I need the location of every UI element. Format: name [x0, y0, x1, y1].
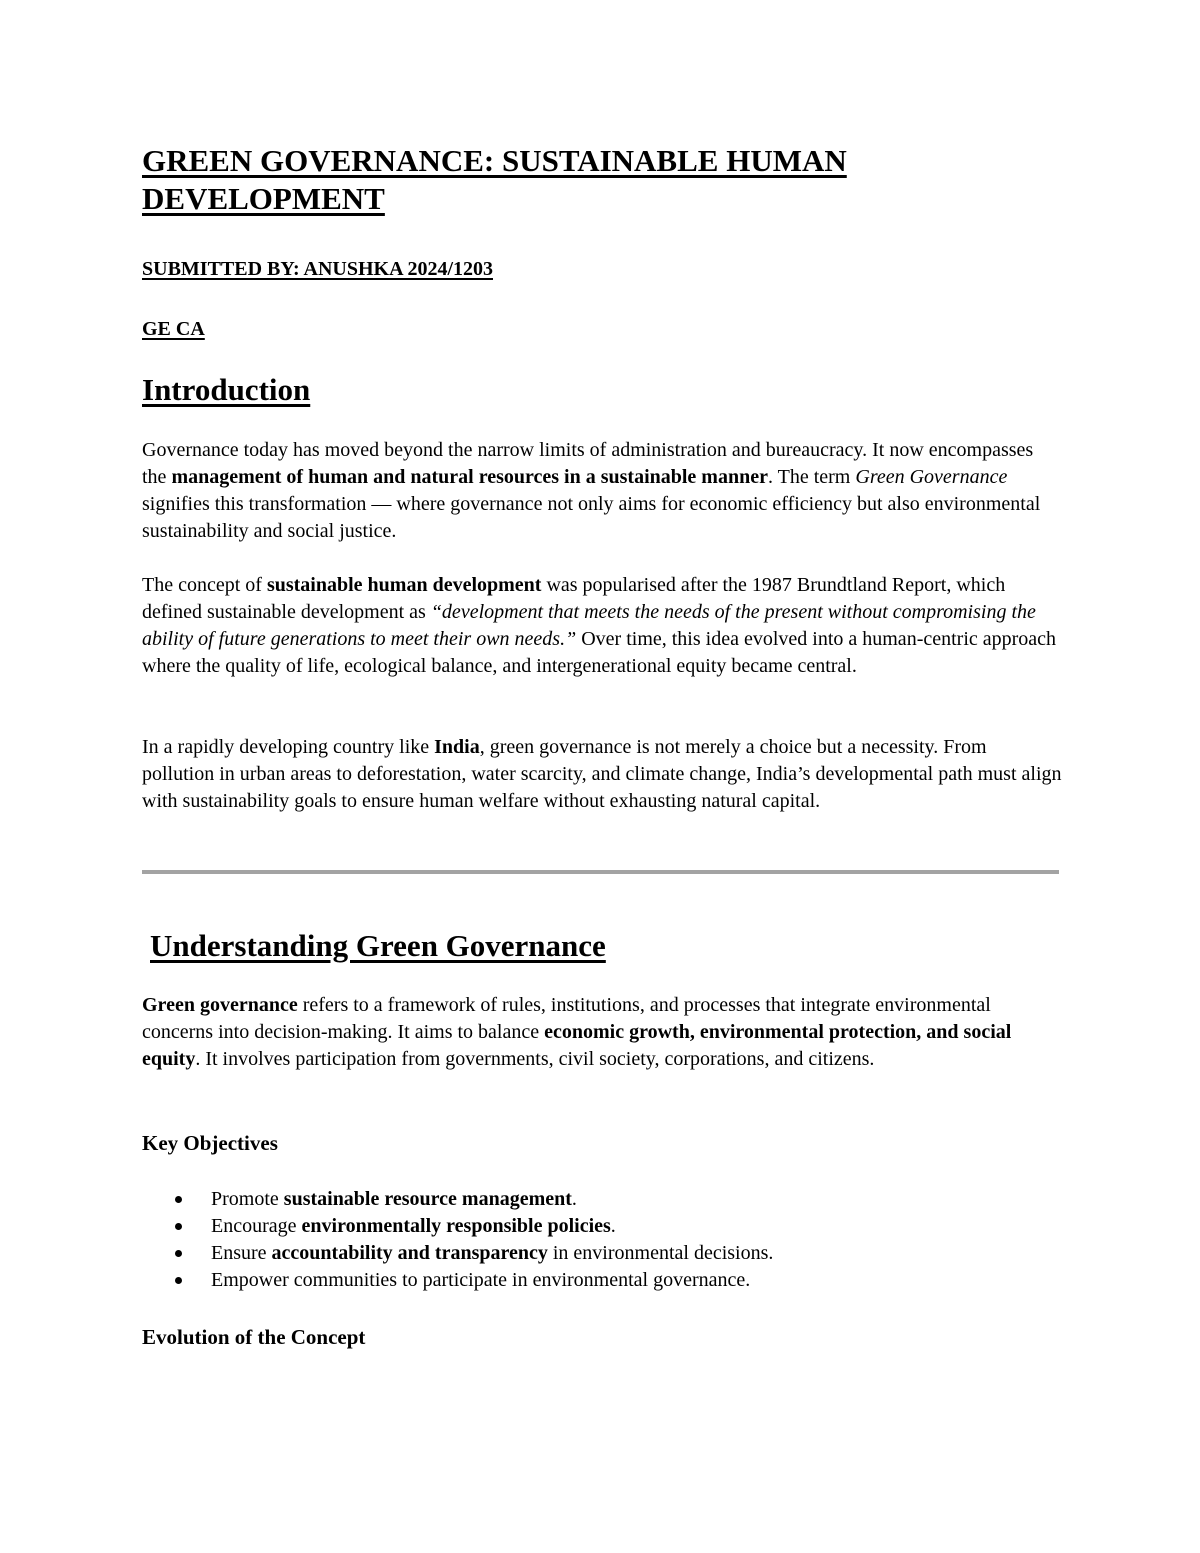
key-objectives-list: [142, 1186, 1042, 1294]
bullet-icon: [175, 1223, 182, 1230]
intro-paragraph-2: The concept of sustainable human development was popularised after the 1987 Brundtland Report, which defined sustainable development as “development that meets the needs of the present without compromising the ability of future generations to meet their own needs.” Over time, this idea evolved into a human-centric approach where the quality of life, ecological balance, and intergenerational equity became central.: [142, 574, 1057, 677]
bullet-icon: [175, 1196, 182, 1203]
understanding-paragraph: Green governance refers to a framework of rules, institutions, and processes that integrate environmental concerns into decision-making. It aims to balance economic growth, environmental protection, and social equity. It involves participation from governments, civil society, corporations, and citizens.: [142, 994, 1012, 1070]
bullet-icon: [175, 1250, 182, 1257]
document-title: GREEN GOVERNANCE: SUSTAINABLE HUMAN DEVELOPMENT: [142, 143, 847, 216]
intro-paragraph-1: Governance today has moved beyond the narrow limits of administration and bureaucracy. It now encompasses the management of human and natural resources in a sustainable manner. The term Green Governance signifies this transformation — where governance not only aims for economic efficiency but also environmental sustainability and social justice.: [142, 439, 1041, 542]
list-item: Ensure accountability and transparency in environmental decisions.: [142, 1240, 1042, 1267]
course-code: GE CA: [142, 318, 205, 340]
list-item: Empower communities to participate in environmental governance.: [142, 1267, 1042, 1294]
horizontal-rule: [142, 870, 1059, 874]
submitted-by: SUBMITTED BY: ANUSHKA 2024/1203: [142, 258, 493, 280]
list-item: Promote sustainable resource management.: [142, 1186, 1042, 1213]
evolution-heading: Evolution of the Concept: [142, 1325, 366, 1349]
bullet-icon: [175, 1277, 182, 1284]
understanding-heading: Understanding Green Governance: [150, 928, 606, 963]
key-objectives-heading: Key Objectives: [142, 1131, 278, 1155]
list-item: Encourage environmentally responsible policies.: [142, 1213, 1042, 1240]
intro-paragraph-3: In a rapidly developing country like India, green governance is not merely a choice but a necessity. From pollution in urban areas to deforestation, water scarcity, and climate change, India’s developmental path must align with sustainability goals to ensure human welfare without exhausting natural capital.: [142, 736, 1062, 812]
introduction-heading: Introduction: [142, 372, 311, 407]
